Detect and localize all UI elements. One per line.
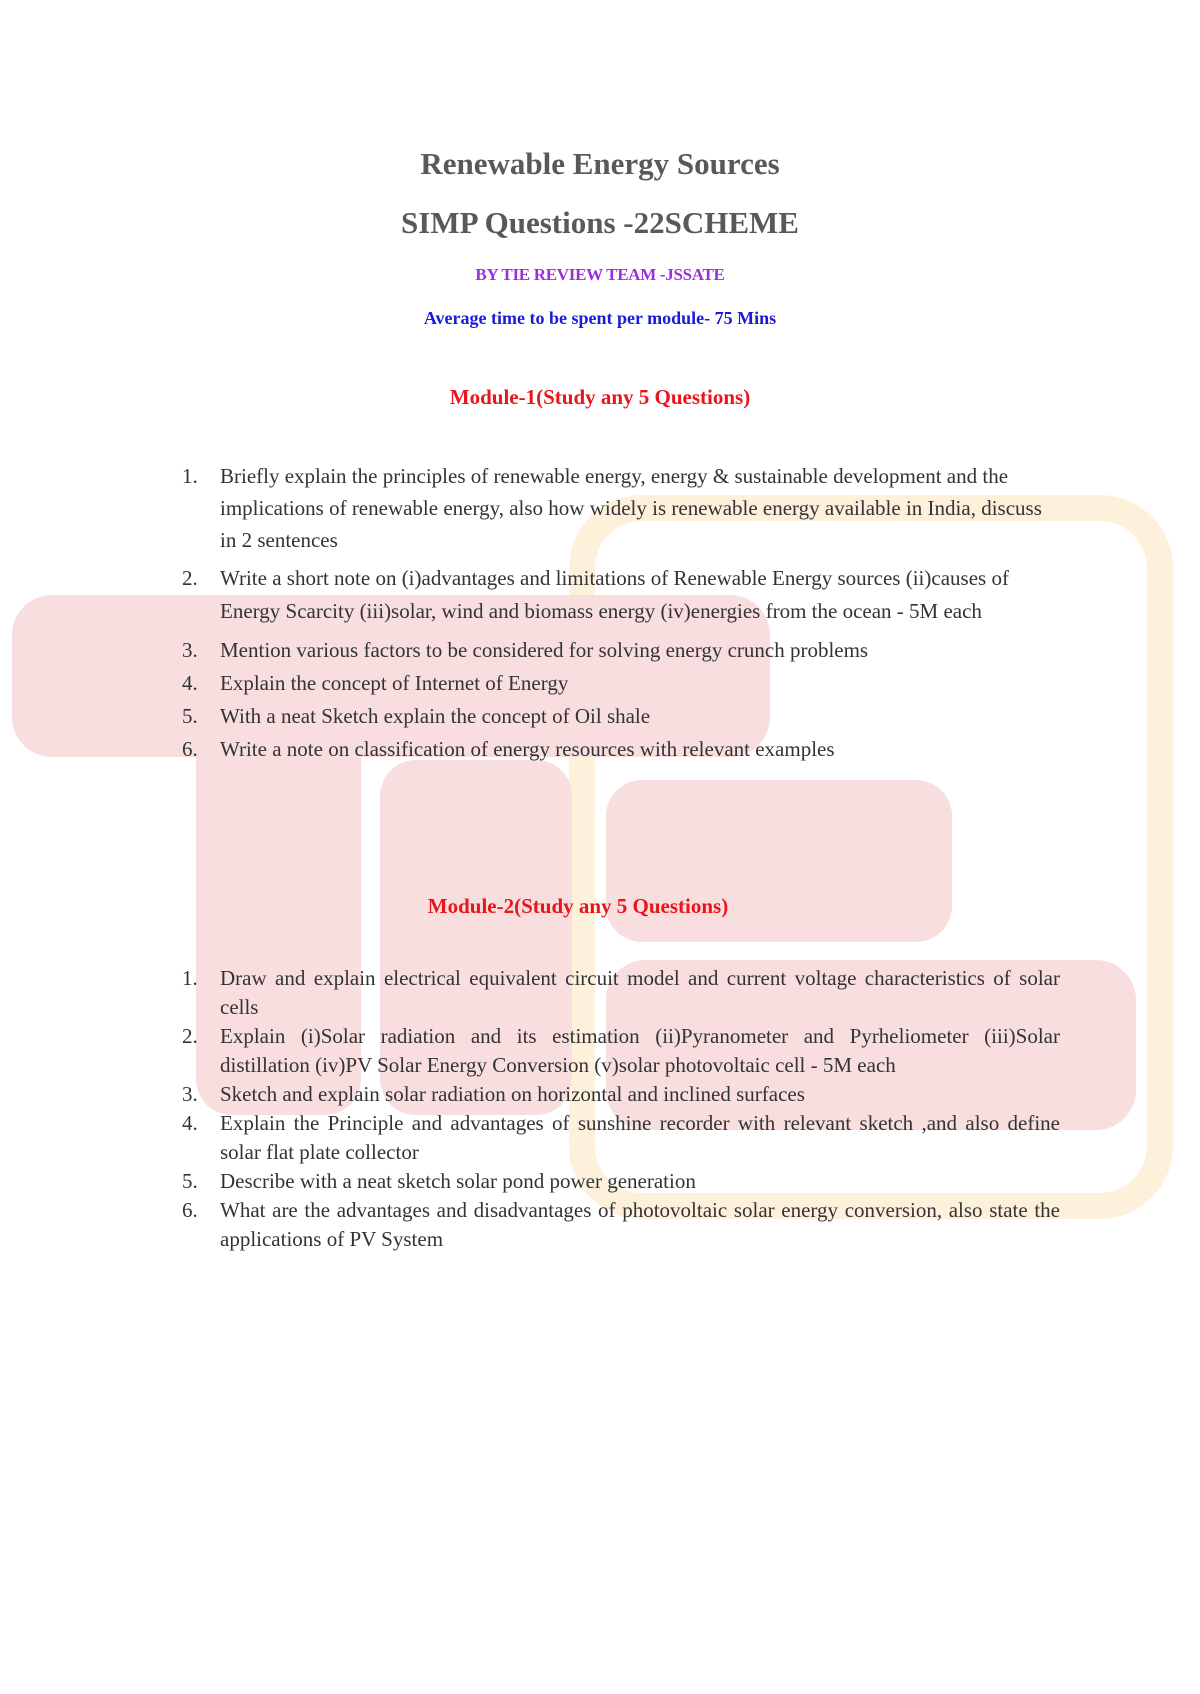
question-number: 4. [182, 671, 198, 695]
question-number: 5. [182, 1169, 198, 1193]
question-text: Briefly explain the principles of renewable energy, energy & sustainable development and the implications of renewable energy, also how widely is renewable energy available in India, discuss in 2 sentences [220, 464, 1042, 552]
average-time-note: Average time to be spent per module- 75 Mins [423, 308, 777, 328]
question-number: 3. [182, 1082, 198, 1106]
question-text: What are the advantages and disadvantages of photovoltaic solar energy conversion, also state the applications of PV System [220, 1198, 1060, 1251]
list-item [182, 964, 1060, 1022]
list-item [182, 1109, 1060, 1167]
question-number: 3. [182, 638, 198, 662]
list-item [182, 667, 1060, 700]
byline: BY TIE REVIEW TEAM -JSSATE [475, 265, 725, 284]
module-1-heading: Module-1(Study any 5 Questions) [449, 385, 751, 409]
question-text: Write a note on classification of energy resources with relevant examples [220, 737, 835, 761]
question-text: Write a short note on (i)advantages and limitations of Renewable Energy sources (ii)causes of Energy Scarcity (iii)solar, wind and biomass energy (iv)energies from the ocean - 5M each [220, 566, 1009, 623]
list-item [182, 1080, 1060, 1109]
question-number: 1. [182, 464, 198, 488]
question-text: Explain the concept of Internet of Energy [220, 671, 569, 695]
question-number: 2. [182, 1024, 198, 1048]
question-number: 1. [182, 966, 198, 990]
list-item [182, 733, 1060, 766]
question-number: 6. [182, 737, 198, 761]
question-text: Explain the Principle and advantages of sunshine recorder with relevant sketch ,and also define solar flat plate collector [220, 1111, 1060, 1164]
list-item [182, 700, 1060, 733]
question-text: Describe with a neat sketch solar pond power generation [220, 1169, 696, 1193]
list-item [182, 460, 1060, 556]
question-number: 4. [182, 1111, 198, 1135]
module-1-question-list [182, 460, 1060, 766]
question-number: 6. [182, 1198, 198, 1222]
list-item [182, 1196, 1060, 1254]
question-number: 5. [182, 704, 198, 728]
question-text: With a neat Sketch explain the concept of Oil shale [220, 704, 651, 728]
question-text: Mention various factors to be considered for solving energy crunch problems [220, 638, 869, 662]
question-text: Explain (i)Solar radiation and its estimation (ii)Pyranometer and Pyrheliometer (iii)Solar distillation (iv)PV Solar Energy Conversion (v)solar photovoltaic cell - 5M each [220, 1024, 1060, 1077]
document-subtitle: SIMP Questions -22SCHEME [401, 205, 799, 240]
document-title: Renewable Energy Sources [420, 146, 780, 181]
list-item [182, 634, 1060, 667]
question-text: Sketch and explain solar radiation on horizontal and inclined surfaces [220, 1082, 805, 1106]
question-number: 2. [182, 566, 198, 590]
question-text: Draw and explain electrical equivalent circuit model and current voltage characteristics of solar cells [220, 966, 1060, 1019]
module-2-heading: Module-2(Study any 5 Questions) [427, 894, 729, 918]
list-item [182, 1167, 1060, 1196]
module-2-question-list [182, 964, 1060, 1254]
list-item [182, 1022, 1060, 1080]
list-item [182, 562, 1060, 628]
